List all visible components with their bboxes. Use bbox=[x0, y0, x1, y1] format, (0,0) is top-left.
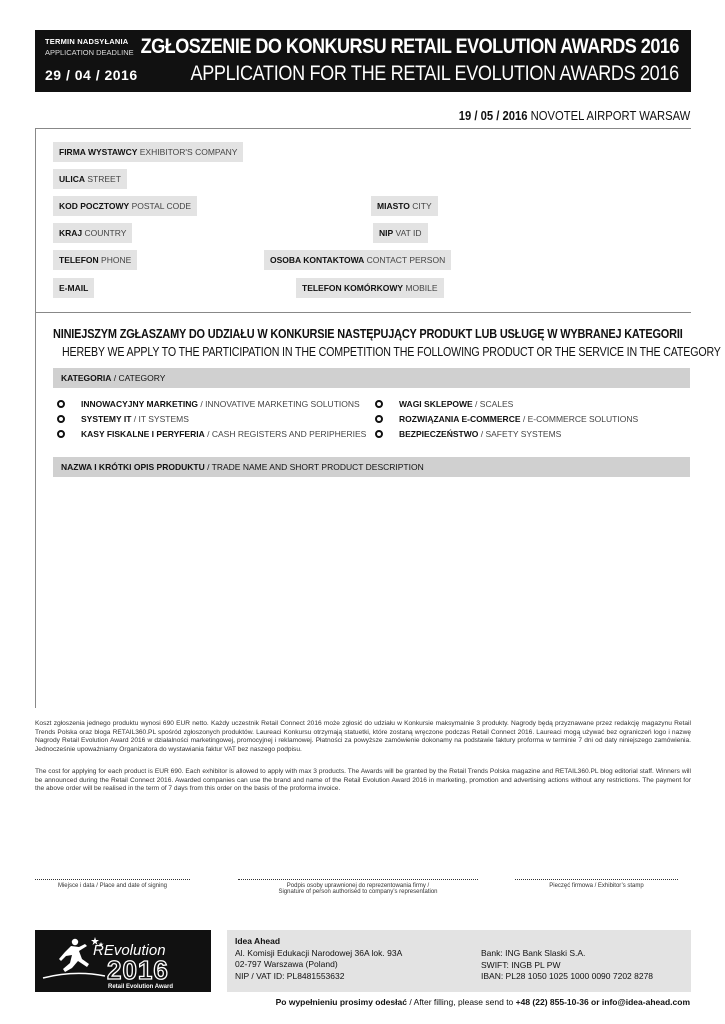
email-field[interactable] bbox=[53, 278, 94, 298]
organizer-contact bbox=[227, 930, 691, 992]
field-label: FIRMA WYSTAWCY bbox=[59, 147, 138, 157]
city-field[interactable] bbox=[371, 196, 438, 216]
frame-divider bbox=[35, 128, 691, 129]
event-venue: NOVOTEL AIRPORT WARSAW bbox=[530, 109, 690, 123]
field-label-en: VAT ID bbox=[395, 228, 422, 238]
category-option[interactable] bbox=[57, 398, 360, 410]
field-label-en: POSTAL CODE bbox=[131, 201, 192, 211]
field-label: E-MAIL bbox=[59, 283, 89, 293]
product-label-en: / TRADE NAME AND SHORT PRODUCT DESCRIPTION bbox=[207, 462, 424, 472]
declaration-pl: NINIEJSZYM ZGŁASZAMY DO UDZIAŁU W KONKURSIE NASTĘPUJĄCY PRODUKT LUB USŁUGĘ W WYBRANEJ KATEGORII bbox=[53, 326, 683, 341]
product-description-header bbox=[53, 457, 690, 477]
header-banner bbox=[35, 30, 691, 92]
field-label: OSOBA KONTAKTOWA bbox=[270, 255, 365, 265]
fine-print-en: The cost for applying for each product is EUR 690. Each exhibitor is allowed to apply with max 3 products. The Awards will be granted by the Retail Trends Polska magazine and RETAIL360.PL blog editorial staff. Winners will be announced during the Retail Connect 2016. Awarded companies can use the brand and name of the Retail Evolution Award 2016 in marketing, promotion and advertising actions without any restrictions. The payment for the above order will be realised in the term of 7 days from this order on the basis of the proforma invoice. bbox=[35, 768, 691, 793]
field-label-en: CITY bbox=[412, 201, 432, 211]
category-label-en: / CATEGORY bbox=[113, 373, 166, 383]
declaration-en: HEREBY WE APPLY TO THE PARTICIPATION IN THE COMPETITION THE FOLLOWING PRODUCT OR THE SERVICE IN THE CATEGORY bbox=[62, 344, 721, 359]
event-line bbox=[458, 109, 690, 123]
field-label-en: EXHIBITOR'S COMPANY bbox=[139, 147, 238, 157]
frame-divider bbox=[35, 312, 691, 313]
signature-caption: Pieczęć firmowa / Exhibitor’s stamp bbox=[549, 883, 644, 889]
option-label-en: / IT SYSTEMS bbox=[133, 414, 189, 424]
option-label-en: / SCALES bbox=[475, 399, 514, 409]
phone-field[interactable] bbox=[53, 250, 137, 270]
field-label: ULICA bbox=[59, 174, 85, 184]
category-option[interactable] bbox=[375, 398, 513, 410]
signature-line bbox=[238, 879, 478, 880]
organizer-address: Al. Komisji Edukacji Narodowej 36A lok. 93A bbox=[235, 947, 403, 958]
send-label: Po wypełnieniu prosimy odesłać bbox=[275, 997, 407, 1007]
radio-icon[interactable] bbox=[375, 430, 383, 438]
field-label-en: STREET bbox=[87, 174, 121, 184]
event-date: 19 / 05 / 2016 bbox=[458, 109, 528, 123]
product-label: NAZWA I KRÓTKI OPIS PRODUKTU bbox=[61, 462, 205, 472]
signature-line bbox=[515, 879, 678, 880]
vat-field[interactable] bbox=[373, 223, 428, 243]
bank-iban: IBAN: PL28 1050 1025 1000 0090 7202 8278 bbox=[481, 971, 654, 981]
send-label-en: / After filling, please send to bbox=[409, 997, 514, 1007]
place-date-signature[interactable] bbox=[35, 879, 190, 889]
send-target[interactable]: +48 (22) 855-10-36 or info@idea-ahead.com bbox=[515, 997, 690, 1007]
category-option[interactable] bbox=[375, 413, 638, 425]
deadline-date: 29 / 04 / 2016 bbox=[45, 67, 138, 83]
deadline-label: TERMIN NADSYŁANIA bbox=[45, 37, 129, 46]
option-label: KASY FISKALNE I PERYFERIA bbox=[81, 429, 205, 439]
stamp-signature[interactable] bbox=[515, 879, 678, 889]
signature-caption: Miejsce i data / Place and date of signing bbox=[57, 883, 168, 889]
logo-tagline: Retail Evolution Award bbox=[108, 984, 174, 990]
title-en: APPLICATION FOR THE RETAIL EVOLUTION AWARDS 2016 bbox=[190, 62, 679, 85]
organizer-vat: NIP / VAT ID: PL8481553632 bbox=[235, 970, 345, 981]
revolution-logo bbox=[35, 930, 211, 992]
logo-year: 2016 bbox=[107, 955, 169, 985]
option-label: SYSTEMY IT bbox=[81, 414, 132, 424]
organizer-city: 02-797 Warszawa (Poland) bbox=[235, 959, 338, 969]
authorized-signature[interactable] bbox=[238, 879, 478, 895]
category-option[interactable] bbox=[57, 413, 189, 425]
bank-swift: SWIFT: INGB PL PW bbox=[481, 959, 561, 970]
title-pl: ZGŁOSZENIE DO KONKURSU RETAIL EVOLUTION AWARDS 2016 bbox=[140, 35, 679, 58]
field-label-en: PHONE bbox=[101, 255, 132, 265]
send-instructions bbox=[276, 997, 690, 1007]
company-field[interactable] bbox=[53, 142, 243, 162]
radio-icon[interactable] bbox=[57, 415, 65, 423]
organizer-name: Idea Ahead bbox=[235, 936, 281, 946]
field-label-en: MOBILE bbox=[405, 283, 438, 293]
option-label-en: / CASH REGISTERS AND PERIPHERIES bbox=[207, 429, 367, 439]
option-label: WAGI SKLEPOWE bbox=[399, 399, 473, 409]
option-label-en: / E-COMMERCE SOLUTIONS bbox=[522, 414, 639, 424]
field-label: MIASTO bbox=[377, 201, 410, 211]
category-label: KATEGORIA bbox=[61, 373, 112, 383]
field-label: KRAJ bbox=[59, 228, 83, 238]
mobile-field[interactable] bbox=[296, 278, 444, 298]
radio-icon[interactable] bbox=[375, 415, 383, 423]
signature-caption: Signature of person authorised to company’s representation bbox=[278, 889, 438, 895]
radio-icon[interactable] bbox=[375, 400, 383, 408]
radio-icon[interactable] bbox=[57, 430, 65, 438]
postal-code-field[interactable] bbox=[53, 196, 197, 216]
street-field[interactable] bbox=[53, 169, 127, 189]
country-field[interactable] bbox=[53, 223, 132, 243]
product-description-area[interactable] bbox=[53, 478, 690, 706]
signature-caption: Podpis osoby uprawnionej do reprezentowania firmy / bbox=[286, 883, 430, 889]
option-label-en: / SAFETY SYSTEMS bbox=[480, 429, 562, 439]
field-label-en: COUNTRY bbox=[84, 228, 127, 238]
logo-graphic bbox=[35, 930, 211, 992]
frame-divider bbox=[35, 128, 36, 708]
option-label: BEZPIECZEŃSTWO bbox=[399, 429, 479, 439]
category-option[interactable] bbox=[375, 428, 561, 440]
field-label: NIP bbox=[379, 228, 394, 238]
radio-icon[interactable] bbox=[57, 400, 65, 408]
deadline-label-en: APPLICATION DEADLINE bbox=[45, 48, 134, 57]
field-label-en: CONTACT PERSON bbox=[366, 255, 446, 265]
field-label: KOD POCZTOWY bbox=[59, 201, 130, 211]
option-label: INNOWACYJNY MARKETING bbox=[81, 399, 198, 409]
contact-person-field[interactable] bbox=[264, 250, 451, 270]
option-label: ROZWIĄZANIA E-COMMERCE bbox=[399, 414, 521, 424]
category-option[interactable] bbox=[57, 428, 366, 440]
bank-name: Bank: ING Bank Slaski S.A. bbox=[481, 948, 586, 958]
fine-print-pl: Koszt zgłoszenia jednego produktu wynosi 690 EUR netto. Każdy uczestnik Retail Connect 2016 może zgłosić do udziału w Konkursie maksymalnie 3 produkty. Nagrody będą przyznawane przez redakcję magazynu Retail Trends Polska oraz bloga RETAIL360.PL spośród zgłoszonych produktów. Laureaci Konkursu otrzymają statuetki, które zostaną wręczone podczas Retail Connect 2016. Laureaci mogą używać bez ograniczeń logo i nazwę Nagrody Retail Evolution Award 2016 w działalności marketingowej, promocyjnej i reklamowej. Płatności za powyższe zamówienie dokonamy na podstawie faktury proforma w terminie 7 dni od daty niniejszego zamówienia. Jednocześnie upoważniamy Organizatora do wystawiania faktur VAT bez naszego podpisu. bbox=[35, 720, 691, 753]
logo-word: REvolution bbox=[93, 942, 166, 959]
field-label: TELEFON KOMÓRKOWY bbox=[302, 283, 404, 293]
signature-line bbox=[35, 879, 190, 880]
field-label: TELEFON bbox=[59, 255, 99, 265]
category-header bbox=[53, 368, 690, 388]
option-label-en: / INNOVATIVE MARKETING SOLUTIONS bbox=[200, 399, 360, 409]
